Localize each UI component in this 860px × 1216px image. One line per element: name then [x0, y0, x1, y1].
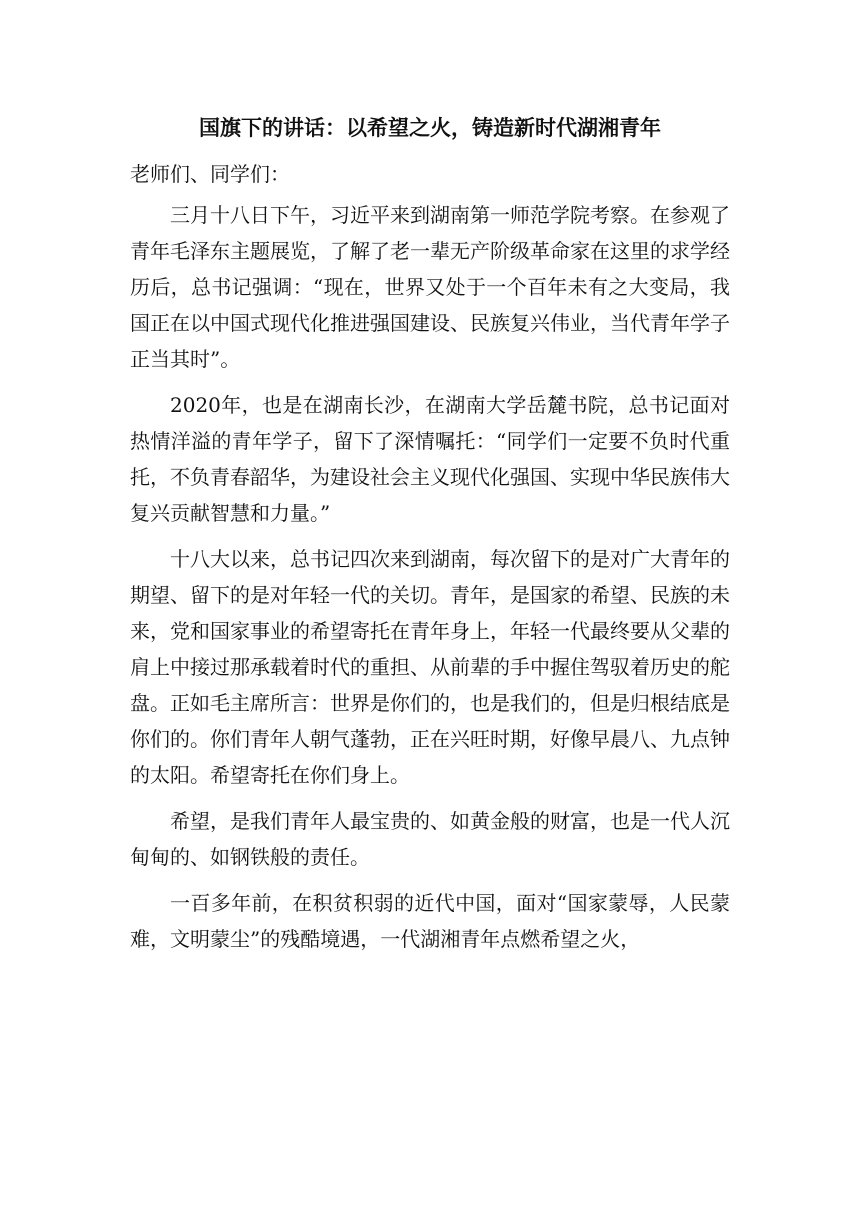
paragraph: 2020年，也是在湖南长沙，在湖南大学岳麓书院，总书记面对热情洋溢的青年学子，留下了深情嘱托：“同学们一定要不负时代重托，不负青春韶华，为建设社会主义现代化强国、实现中华民族伟大复兴贡献智慧和力量。”	[130, 393, 730, 525]
document-title: 国旗下的讲话：以希望之火，铸造新时代湖湘青年	[199, 116, 661, 140]
paragraph: 十八大以来，总书记四次来到湖南，每次留下的是对广大青年的期望、留下的是对年轻一代的关切。青年，是国家的希望、民族的未来，党和国家事业的希望寄托在青年身上，年轻一代最终要从父辈的肩上中接过那承载着时代的重担、从前辈的手中握住驾驭着历史的舵盘。正如毛主席所言：世界是你们的，也是我们的，但是归根结底是你们的。你们青年人朝气蓬勃，正在兴旺时期，好像早晨八、九点钟的太阳。希望寄托在你们身上。	[130, 547, 730, 787]
salutation: 老师们、同学们：	[130, 162, 290, 186]
paragraph: 三月十八日下午，习近平来到湖南第一师范学院考察。在参观了青年毛泽东主题展览，了解了老一辈无产阶级革命家在这里的求学经历后，总书记强调：“现在，世界又处于一个百年未有之大变局，我国正在以中国式现代化推进强国建设、民族复兴伟业，当代青年学子正当其时”。	[130, 203, 730, 371]
document-body	[130, 197, 730, 967]
paragraph: 希望，是我们青年人最宝贵的、如黄金般的财富，也是一代人沉甸甸的、如钢铁般的责任。	[130, 809, 730, 869]
paragraph: 一百多年前，在积贫积弱的近代中国，面对“国家蒙辱，人民蒙难，文明蒙尘”的残酷境遇，一代湖湘青年点燃希望之火，	[130, 891, 730, 951]
